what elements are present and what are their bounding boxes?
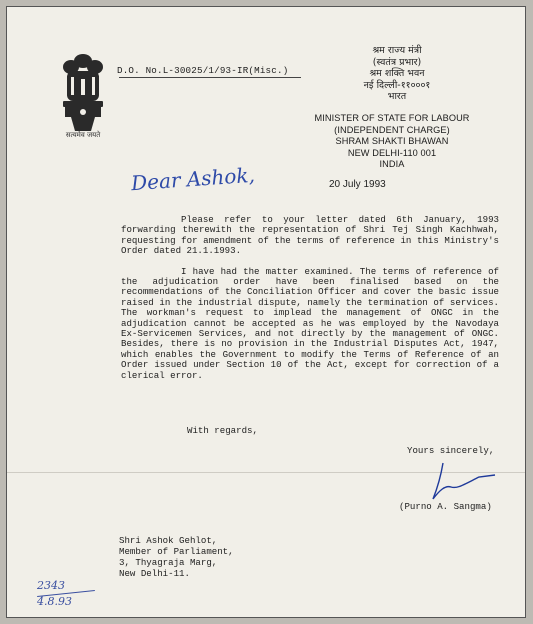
english-letterhead — [307, 113, 477, 171]
hindi-line: श्रम शक्ति भवन — [369, 68, 425, 79]
hindi-letterhead — [337, 45, 457, 103]
regards-line: With regards, — [187, 425, 258, 436]
addressee-line: New Delhi-11. — [119, 568, 190, 579]
letterhead-line: SHRAM SHAKTI BHAWAN — [335, 136, 449, 147]
emblem-motto: सत्यमेव जयते — [65, 131, 101, 139]
addressee-line: Shri Ashok Gehlot, — [119, 535, 218, 546]
hindi-line: नई दिल्ली-११०००१ — [363, 79, 431, 91]
letter-date: 20 July 1993 — [329, 179, 386, 190]
hindi-line: भारत — [387, 91, 407, 102]
hindi-line: (स्वतंत्र प्रभार) — [372, 56, 422, 68]
handwritten-note — [37, 579, 95, 608]
note-number: 2343 — [37, 579, 65, 592]
handwritten-salutation: Dear Ashok, — [130, 162, 256, 196]
signatory-name: (Purno A. Sangma) — [399, 501, 492, 512]
addressee-line: 3, Thyagraja Marg, — [119, 557, 218, 568]
signature-icon — [421, 455, 501, 505]
national-emblem-icon — [57, 51, 109, 139]
letterhead-line: NEW DELHI-110 001 — [347, 147, 437, 158]
addressee-block — [119, 535, 234, 579]
hindi-line: श्रम राज्य मंत्री — [372, 45, 422, 56]
note-date: 4.8.93 — [37, 595, 72, 608]
body-paragraph: Please refer to your letter dated 6th January, 1993 forwarding therewith the representation of Shri Tej Singh Kachhwah, requesting for amendment of the terms of reference in this Ministry's Order dated 21.1.1993. — [121, 214, 499, 257]
letterhead-line: (INDEPENDENT CHARGE) — [334, 124, 450, 135]
reference-number: D.O. No.L-30025/1/93-IR(Misc.) — [117, 65, 289, 76]
closing-line: Yours sincerely, — [407, 445, 495, 456]
letterhead-line: INDIA — [379, 159, 405, 170]
letterhead-line: MINISTER OF STATE FOR LABOUR — [314, 113, 470, 123]
reference-underline — [119, 77, 301, 78]
letter-body — [121, 215, 499, 391]
letter-sheet — [6, 6, 526, 618]
addressee-line: Member of Parliament, — [119, 546, 234, 557]
body-paragraph: I have had the matter examined. The terms of reference of the adjudication order have been finalised based on the recommendations of the Conciliation Officer and cover the basic issue raised in the industrial dispute, namely the termination of services. The workman's request to implead the management of ONGC in the adjudication cannot be accepted as he was employed by the Navodaya Ex-Servicemen Services, and not directly by the management of ONGC. Besides, there is no provision in the Industrial Disputes Act, 1947, which enables the Government to modify the Terms of Reference of an Order issued under Section 10 of the Act, except for correction of a clerical error. — [121, 265, 499, 381]
